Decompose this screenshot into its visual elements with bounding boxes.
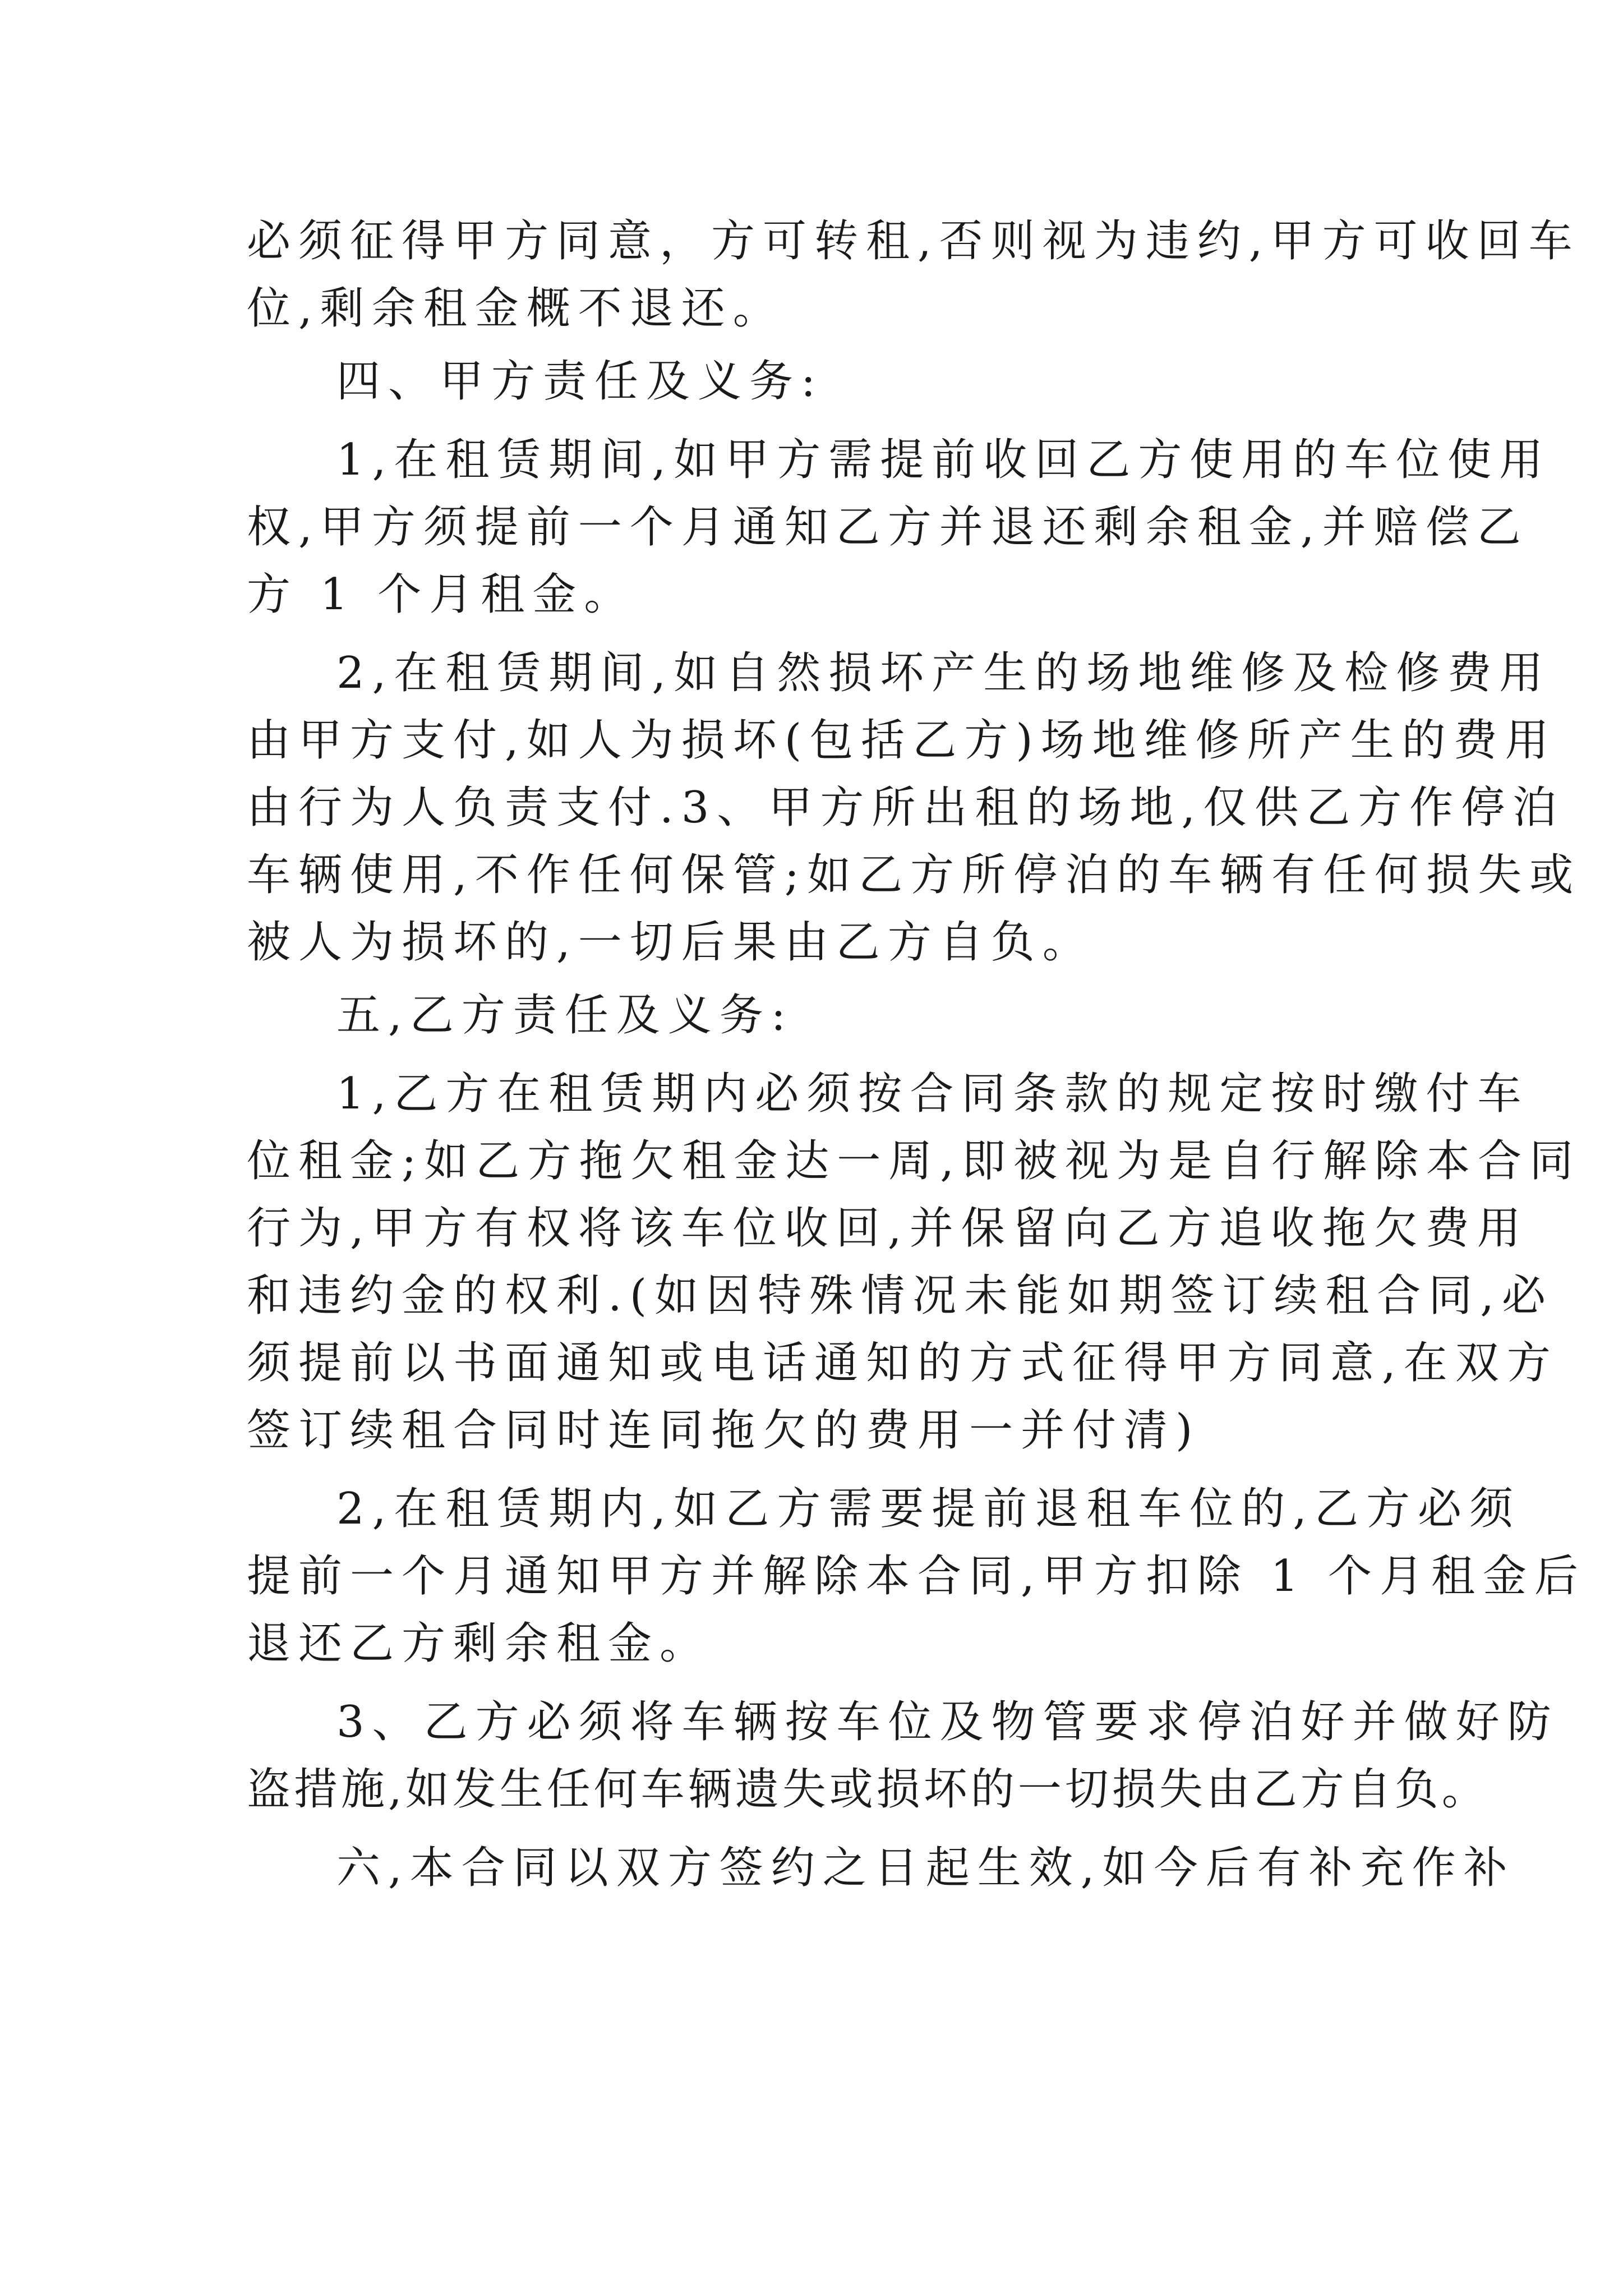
text-line: 2,在租赁期内,如乙方需要提前退租车位的,乙方必须 bbox=[336, 1484, 1521, 1534]
text-line: 行为,甲方有权将该车位收回,并保留向乙方追收拖欠费用 bbox=[247, 1203, 1529, 1254]
text-line: 由甲方支付,如人为损坏(包括乙方)场地维修所产生的费用 bbox=[247, 715, 1557, 766]
text-line: 签订续租合同时连同拖欠的费用一并付清) bbox=[247, 1405, 1201, 1456]
text-line: 1,乙方在租赁期内必须按合同条款的规定按时缴付车 bbox=[336, 1069, 1529, 1119]
text-line: 盗措施,如发生任何车辆遗失或损坏的一切损失由乙方自负。 bbox=[247, 1764, 1489, 1815]
text-line: 必须征得甲方同意，方可转租,否则视为违约,甲方可收回车 bbox=[247, 216, 1580, 266]
text-line: 3、乙方必须将车辆按车位及物管要求停泊好并做好防 bbox=[336, 1697, 1559, 1747]
text-line: 2,在租赁期间,如自然损坏产生的场地维修及检修费用 bbox=[336, 648, 1551, 698]
text-line: 提前一个月通知甲方并解除本合同,甲方扣除 1 个月租金后 bbox=[247, 1551, 1587, 1602]
text-line: 由行为人负责支付.3、甲方所出租的场地,仅供乙方作停泊 bbox=[247, 783, 1565, 833]
text-line: 须提前以书面通知或电话通知的方式征得甲方同意,在双方 bbox=[247, 1338, 1559, 1388]
section-heading: 六,本合同以双方签约之日起生效,如今后有补充作补 bbox=[336, 1843, 1515, 1893]
text-line: 方 1 个月租金。 bbox=[247, 569, 636, 620]
section-heading: 四、甲方责任及义务: bbox=[336, 356, 824, 407]
text-line: 退还乙方剩余租金。 bbox=[247, 1618, 712, 1669]
text-line: 位,剩余租金概不退还。 bbox=[247, 283, 785, 334]
text-line: 位租金;如乙方拖欠租金达一周,即被视为是自行解除本合同 bbox=[247, 1136, 1581, 1186]
text-line: 权,甲方须提前一个月通知乙方并退还剩余租金,并赔偿乙 bbox=[247, 502, 1529, 553]
text-line: 和违约金的权利.(如因特殊情况未能如期签订续租合同,必 bbox=[247, 1271, 1554, 1321]
text-line: 车辆使用,不作任何保管;如乙方所停泊的车辆有任何损失或 bbox=[247, 850, 1581, 900]
text-line: 1,在租赁期间,如甲方需提前收回乙方使用的车位使用 bbox=[336, 435, 1551, 485]
section-heading: 五,乙方责任及义务: bbox=[336, 990, 794, 1041]
text-line: 被人为损坏的,一切后果由乙方自负。 bbox=[247, 917, 1094, 968]
